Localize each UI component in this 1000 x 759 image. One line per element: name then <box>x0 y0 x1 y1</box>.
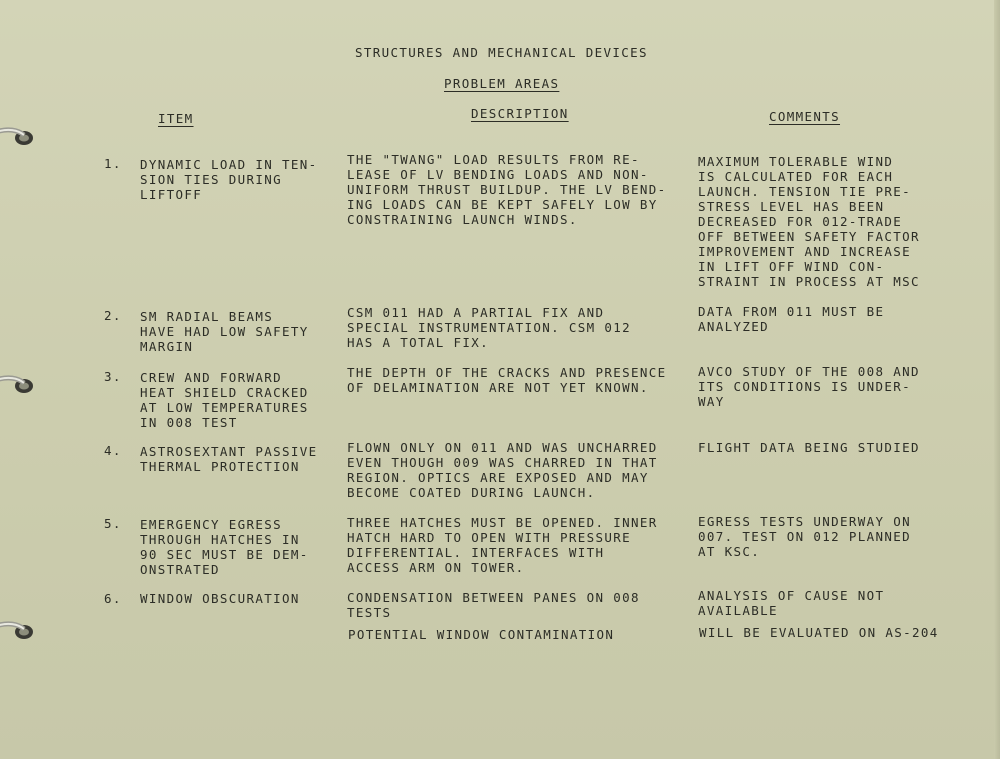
page-subtitle: PROBLEM AREAS <box>444 76 560 91</box>
row-comments: EGRESS TESTS UNDERWAY ON 007. TEST ON 012 PLANNED AT KSC. <box>698 514 912 559</box>
row-description: THREE HATCHES MUST BE OPENED. INNER HATCH HARD TO OPEN WITH PRESSURE DIFFERENTIAL. INTERFACES WITH ACCESS ARM ON TOWER. <box>347 515 658 575</box>
page-title: STRUCTURES AND MECHANICAL DEVICES <box>355 45 648 60</box>
row-comments: FLIGHT DATA BEING STUDIED <box>698 440 920 455</box>
row-comments: ANALYSIS OF CAUSE NOT AVAILABLE <box>698 588 885 618</box>
row-number: 5. <box>104 516 122 531</box>
row-comments: DATA FROM 011 MUST BE ANALYZED <box>698 304 885 334</box>
row-item: DYNAMIC LOAD IN TEN- SION TIES DURING LIFTOFF <box>140 157 318 202</box>
row-number: 6. <box>104 591 122 606</box>
row-description: THE DEPTH OF THE CRACKS AND PRESENCE OF DELAMINATION ARE NOT YET KNOWN. <box>347 365 667 395</box>
row-number: 1. <box>104 156 122 171</box>
row-item: EMERGENCY EGRESS THROUGH HATCHES IN 90 SEC MUST BE DEM- ONSTRATED <box>140 517 309 577</box>
column-header-comments: COMMENTS <box>769 109 841 124</box>
page-edge <box>994 0 1000 759</box>
row-item: SM RADIAL BEAMS HAVE HAD LOW SAFETY MARGIN <box>140 309 309 354</box>
row-comments: WILL BE EVALUATED ON AS-204 <box>699 625 939 640</box>
column-header-description: DESCRIPTION <box>471 106 569 121</box>
binder-ring-icon <box>0 126 38 148</box>
row-description: FLOWN ONLY ON 011 AND WAS UNCHARRED EVEN THOUGH 009 WAS CHARRED IN THAT REGION. OPTICS ARE EXPOSED AND MAY BECOME COATED DURING LAUNCH. <box>347 440 658 500</box>
row-number: 4. <box>104 443 122 458</box>
row-description: CONDENSATION BETWEEN PANES ON 008 TESTS <box>347 590 640 620</box>
row-item: WINDOW OBSCURATION <box>140 591 300 606</box>
row-description: CSM 011 HAD A PARTIAL FIX AND SPECIAL INSTRUMENTATION. CSM 012 HAS A TOTAL FIX. <box>347 305 632 350</box>
binder-ring-icon <box>0 374 38 396</box>
row-description: POTENTIAL WINDOW CONTAMINATION <box>348 627 615 642</box>
row-item: ASTROSEXTANT PASSIVE THERMAL PROTECTION <box>140 444 318 474</box>
row-number: 2. <box>104 308 122 323</box>
binder-ring-icon <box>0 620 38 642</box>
row-number: 3. <box>104 369 122 384</box>
row-description: THE "TWANG" LOAD RESULTS FROM RE- LEASE OF LV BENDING LOADS AND NON- UNIFORM THRUST BUILDUP. THE LV BEND- ING LOADS CAN BE KEPT SAFELY LOW BY CONSTRAINING LAUNCH WINDS. <box>347 152 667 227</box>
row-item: CREW AND FORWARD HEAT SHIELD CRACKED AT LOW TEMPERATURES IN 008 TEST <box>140 370 309 430</box>
column-header-item: ITEM <box>158 111 194 126</box>
row-comments: MAXIMUM TOLERABLE WIND IS CALCULATED FOR EACH LAUNCH. TENSION TIE PRE- STRESS LEVEL HAS BEEN DECREASED FOR 012-TRADE OFF BETWEEN SAFETY FACTOR IMPROVEMENT AND INCREASE IN LIFT OFF WIND CON- STRAINT IN PROCESS AT MSC <box>698 154 920 289</box>
row-comments: AVCO STUDY OF THE 008 AND ITS CONDITIONS IS UNDER- WAY <box>698 364 920 409</box>
